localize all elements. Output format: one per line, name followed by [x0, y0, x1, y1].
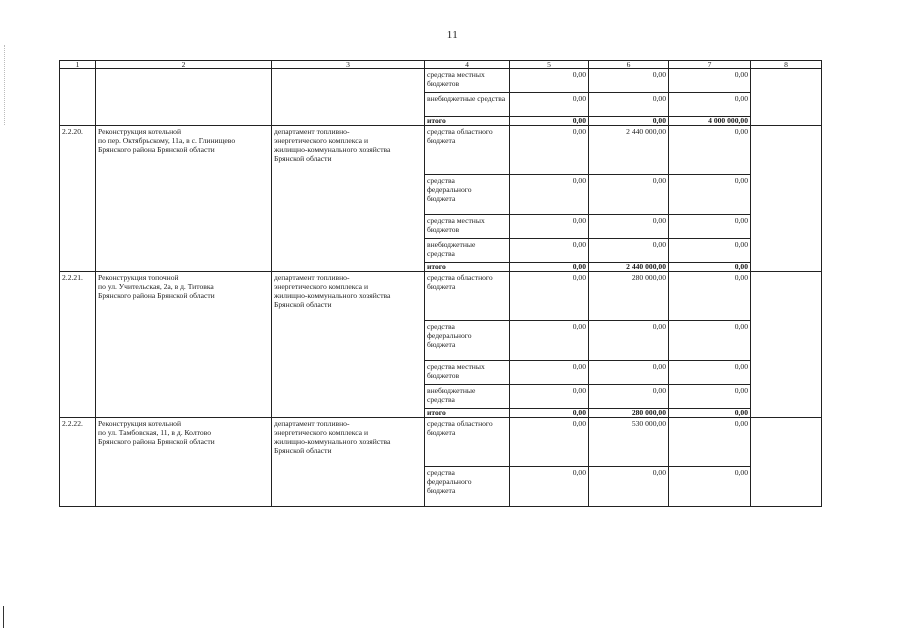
- funding-source: средства областного бюджета: [425, 126, 510, 175]
- table-row: [60, 272, 822, 321]
- funding-source: средства областного бюджета: [425, 272, 510, 321]
- item-number-cell: 2.2.22.: [60, 418, 96, 507]
- scan-margin-dots: [4, 45, 6, 125]
- column-number-header: [60, 61, 822, 69]
- amount-cell: 0,00: [589, 239, 669, 263]
- funding-source: внебюджетные средства: [425, 239, 510, 263]
- amount-cell: 0,00: [669, 93, 751, 117]
- total-amount: 0,00: [510, 409, 589, 418]
- total-amount: 4 000 000,00: [669, 117, 751, 126]
- amount-cell: 0,00: [510, 385, 589, 409]
- column-header: 1: [60, 61, 96, 69]
- amount-cell: 0,00: [589, 93, 669, 117]
- funding-source: средства местных бюджетов: [425, 361, 510, 385]
- amount-cell: 2 440 000,00: [589, 126, 669, 175]
- amount-cell: 0,00: [510, 215, 589, 239]
- funding-source: средства федерального бюджета: [425, 175, 510, 215]
- amount-cell: 0,00: [589, 361, 669, 385]
- executor-cell: департамент топливно- энергетического комплекса и жилищно-коммунального хозяйства Брянской области: [272, 272, 425, 418]
- amount-cell: 0,00: [510, 126, 589, 175]
- item-name-cell: [96, 69, 272, 126]
- amount-cell: 0,00: [510, 361, 589, 385]
- amount-cell: 0,00: [510, 239, 589, 263]
- executor-cell: департамент топливно- энергетического комплекса и жилищно-коммунального хозяйства Брянской области: [272, 418, 425, 507]
- item-name-cell: Реконструкция котельной по ул. Тамбовская, 11, в д. Колтово Брянского района Брянской области: [96, 418, 272, 507]
- column-header: 5: [510, 61, 589, 69]
- amount-cell: 0,00: [510, 418, 589, 467]
- item-name-cell: Реконструкция топочной по ул. Учительская, 2а, в д. Титовка Брянского района Брянской области: [96, 272, 272, 418]
- total-amount: 0,00: [669, 263, 751, 272]
- scan-edge-mark: [3, 606, 4, 628]
- amount-cell: 0,00: [510, 93, 589, 117]
- amount-cell: 0,00: [669, 175, 751, 215]
- total-amount: 0,00: [669, 409, 751, 418]
- column-header: 6: [589, 61, 669, 69]
- amount-cell: 0,00: [510, 272, 589, 321]
- funding-source: средства федерального бюджета: [425, 321, 510, 361]
- amount-cell: 0,00: [510, 467, 589, 507]
- note-cell: [751, 69, 822, 126]
- column-header: 4: [425, 61, 510, 69]
- amount-cell: 0,00: [669, 239, 751, 263]
- amount-cell: 0,00: [669, 321, 751, 361]
- table-row: [60, 418, 822, 467]
- funding-source: внебюджетные средства: [425, 385, 510, 409]
- amount-cell: 0,00: [589, 321, 669, 361]
- amount-cell: 530 000,00: [589, 418, 669, 467]
- page-number: 11: [446, 29, 459, 41]
- amount-cell: 0,00: [669, 215, 751, 239]
- note-cell: [751, 418, 822, 507]
- amount-cell: 0,00: [510, 175, 589, 215]
- amount-cell: 0,00: [589, 215, 669, 239]
- amount-cell: 280 000,00: [589, 272, 669, 321]
- funding-source: средства областного бюджета: [425, 418, 510, 467]
- total-amount: 0,00: [589, 117, 669, 126]
- note-cell: [751, 272, 822, 418]
- amount-cell: 0,00: [669, 385, 751, 409]
- total-amount: 280 000,00: [589, 409, 669, 418]
- amount-cell: 0,00: [669, 418, 751, 467]
- total-amount: 0,00: [510, 263, 589, 272]
- amount-cell: 0,00: [669, 467, 751, 507]
- column-header: 8: [751, 61, 822, 69]
- item-number-cell: 2.2.21.: [60, 272, 96, 418]
- item-name-cell: Реконструкция котельной по пер. Октябрьскому, 11а, в с. Глинищево Брянского района Брянской области: [96, 126, 272, 272]
- item-number-cell: 2.2.20.: [60, 126, 96, 272]
- amount-cell: 0,00: [669, 361, 751, 385]
- executor-cell: департамент топливно- энергетического комплекса и жилищно-коммунального хозяйства Брянской области: [272, 126, 425, 272]
- column-header: 7: [669, 61, 751, 69]
- budget-table: [59, 60, 822, 507]
- funding-source: внебюджетные средства: [425, 93, 510, 117]
- executor-cell: [272, 69, 425, 126]
- amount-cell: 0,00: [589, 175, 669, 215]
- funding-source: средства федерального бюджета: [425, 467, 510, 507]
- funding-source: средства местных бюджетов: [425, 215, 510, 239]
- note-cell: [751, 126, 822, 272]
- column-header: 3: [272, 61, 425, 69]
- funding-source: средства местных бюджетов: [425, 69, 510, 93]
- amount-cell: 0,00: [589, 69, 669, 93]
- column-header: 2: [96, 61, 272, 69]
- total-amount: 0,00: [510, 117, 589, 126]
- amount-cell: 0,00: [510, 321, 589, 361]
- total-label: итого: [425, 117, 510, 126]
- table-row: [60, 126, 822, 175]
- total-label: итого: [425, 263, 510, 272]
- amount-cell: 0,00: [510, 69, 589, 93]
- amount-cell: 0,00: [669, 126, 751, 175]
- budget-table-container: [59, 60, 822, 507]
- total-amount: 2 440 000,00: [589, 263, 669, 272]
- amount-cell: 0,00: [669, 272, 751, 321]
- amount-cell: 0,00: [589, 385, 669, 409]
- table-row: [60, 69, 822, 93]
- item-number-cell: [60, 69, 96, 126]
- amount-cell: 0,00: [589, 467, 669, 507]
- amount-cell: 0,00: [669, 69, 751, 93]
- total-label: итого: [425, 409, 510, 418]
